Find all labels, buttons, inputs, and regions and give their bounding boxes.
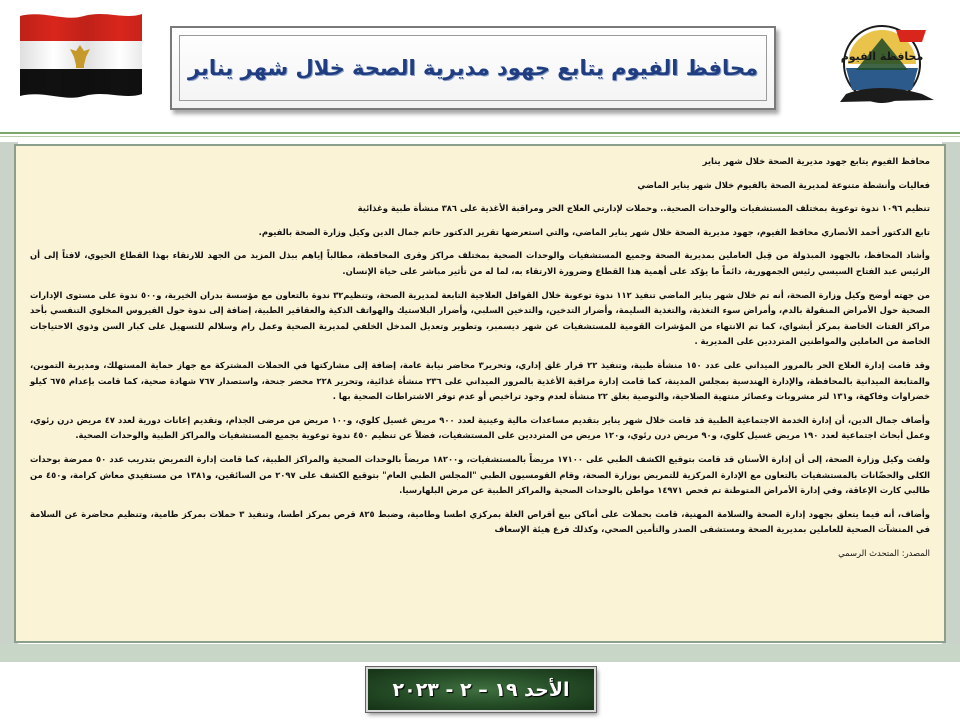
header-divider-thin: [0, 136, 960, 137]
article-paragraph: وقد قامت إدارة العلاج الحر بالمرور الميداني على عدد ١٥٠ منشأة طبية، وتنفيذ ٢٢ قرار غلق إداري، وتحرير٣ محاضر نيابة عامة، إضافة إلى مشاركتها في الحملات المشتركة مع جهاز حماية المستهلك، ومديرية التموين، والمتابعة الميدانية بالمحافظة، والإدارة الهندسية بمجلس المدينة، كما قامت إدارة مراقبة الأغذية بالمرور الميداني على ٢٣٦ منشأة غذائية، وتحرير ٢٢٨ محضر جنحة، واستصدار ٧٦٧ شهادة صحية، كما قامت بإعدام ٦٧٥ كيلو خضراوات وفاكهة، و١٣١ لتر مشروبات وعصائر منتهية الصلاحية، والتوصية بغلق ٢٢ منشأة لعدم وجود تراخيص أو عدم توفر الاشتراطات الصحية بها .: [30, 359, 931, 402]
article-subheadline: فعاليات وأنشطة متنوعة لمديرية الصحة بالفيوم خلال شهر يناير الماضي: [637, 179, 930, 190]
logo-text: محافظة الفيوم: [840, 50, 924, 63]
header-divider: [0, 132, 960, 134]
title-inner-frame: [179, 35, 767, 101]
article-summary: تنظيم ١٠٩٦ ندوة توعوية بمختلف المستشفيات والوحدات الصحية.. وحملات لإدارتي العلاج الحر ومراقبة الأغذية على ٣٨٦ منشأة طبية وغذائية: [357, 203, 930, 214]
article-paragraph: وأضاف، أنه فيما يتعلق بجهود إدارة الصحة والسلامة المهنية، قامت بحملات على أماكن بيع أقراص الغلة بمركزي اطسا وطامية، وضبط ٨٢٥ قرص بمركز اطسا، وتنفيذ ٣ حملات بمركز طامية، وتنظيم محاضرة عن السلامة في المنشآت الصحية للعاملين بمديرية الصحة ومستشفى الصدر والتأمين الصحي، وكذلك فرع هيئة الإسعاف: [30, 508, 930, 535]
article-paragraph: وأشاد المحافظ، بالجهود المبذولة من قِبل العاملين بمديرية الصحة وجميع المستشفيات والوحدات الصحية بمختلف مراكز وقرى المحافظة، مطالباً إياهم ببذل المزيد من الجهد للارتقاء بهذا القطاع الحيوي، لافتاً إلى أن الرئيس عبد الفتاح السيسي رئيس الجمهورية، دائماً ما يؤكد على أهمية هذا القطاع وضرورة الارتقاء به، لما له من تأثير مباشر على حياة الإنسان.: [30, 250, 930, 276]
page-title: محافظ الفيوم يتابع جهود مديرية الصحة خلال شهر يناير: [187, 56, 759, 80]
article-paragraph: وأضاف جمال الدين، أن إدارة الخدمة الاجتماعية الطبية قد قامت خلال شهر يناير بتقديم مساعدات مالية وعينية لعدد ٩٠٠ مريض غسيل كلوي، و١٠٠ مريض من مرضى الجذام، وتقديم إعانات دورية لعدد ٤٧ مريض درن رئوي، وعمل أبحاث اجتماعية لعدد ١٩٠ مريض غسيل كلوي، و٩٠ مريض درن رئوي، و١٢٠ مريض من المترددين على المستشفيات، فضلاً عن تنظيم ٤٥٠ ندوة توعوية بجميع المستشفيات والمراكز الطبية والوحدات الصحية.: [30, 414, 930, 441]
date-badge: [366, 667, 596, 712]
bottom-band: [0, 644, 960, 662]
date-text: الأحد ١٩ – ٢ - ٢٠٢٣: [392, 678, 570, 701]
article-paragraph: ولفت وكيل وزارة الصحة، إلى أن إدارة الأسنان قد قامت بتوقيع الكشف الطبي على ١٧١٠٠ مريضاً بالمستشفيات، و١٨٢٠٠ مريضاً بالوحدات الصحية والمراكز الطبية، كما قامت إدارة التمريض بتدريب عدد ٥٠ ممرضة بوحدات الكلى والحضّانات بالمستشفيات بالتعاون مع الإدارة المركزية للتمريض بوزارة الصحة، وقام القومسيون الطبي "المجلس الطبي العام" بتوقيع الكشف على ٢٠٩٧ من السائقين، و١٣٨١ من مستفيدي معاش كرامة، و٤٥٠ من طالبي كارت الإعاقة، وفي إدارة الأمراض المتوطنة تم فحص ١٤٩٧١ مواطن بالوحدات الصحية والمراكز الطبية عن مرض البلهارسيا.: [30, 453, 930, 496]
egypt-flag-icon: [14, 8, 146, 102]
title-box: [170, 26, 776, 110]
article-source: المصدر: المتحدث الرسمي: [838, 547, 930, 558]
article-paragraph: من جهته أوضح وكيل وزارة الصحة، أنه تم خلال شهر يناير الماضي تنفيذ ١١٢ ندوة توعوية خلال القوافل العلاجية التابعة لمديرية الصحة، وتنظيم٣٢ ندوة بالتعاون مع مؤسسة بدران الخيرية، و٥٠٠ ندوة على مستوى الإدارات الصحية حول الأمراض المنقولة بالدم، وأمراض سوء التغذية، والتغذية السليمة، وأضرار التدخين، والتدخين السلبي، وأضرار البلاستيك والهواتف الذكية والعقاقير الطبية، إضافة إلى ندوة حول الفيروس المخلوي التنفسي بأحد مراكز الفتات الخاصة بمركز أبشواي، كما تم الانتهاء من المؤشرات القومية للمستشفيات عن شهر ديسمبر، وتطوير وتعديل المدخل الخلفي لمديرية الصحية وعمل رام وسلالم للتسهيل على كبار السن وذوي الاحتياجات الخاصة من العاملين والمواطنين المترددين على المديرية .: [30, 289, 930, 347]
article-headline: محافظ الفيوم يتابع جهود مديرية الصحة خلال شهر يناير: [702, 156, 930, 166]
article-paragraph: تابع الدكتور أحمد الأنصاري محافظ الفيوم، جهود مديرية الصحة خلال شهر يناير الماضي، والتي استعرضها تقرير الدكتور حاتم جمال الدين وكيل وزارة الصحة بالفيوم.: [258, 226, 930, 237]
fayoum-logo-icon: [826, 20, 944, 116]
article-panel: [14, 144, 946, 643]
